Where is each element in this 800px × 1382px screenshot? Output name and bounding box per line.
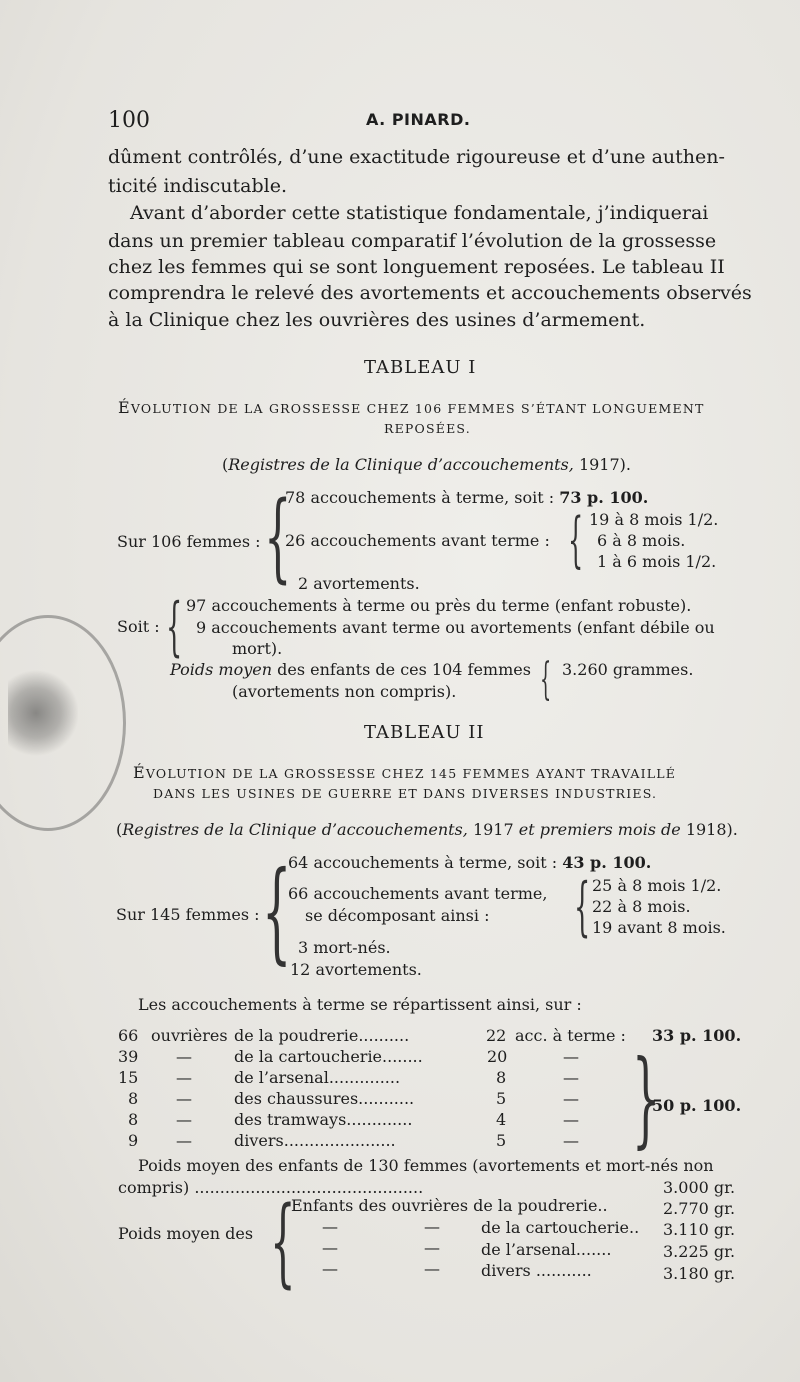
rep-unit-1: acc. à terme : xyxy=(515,1026,626,1045)
rep-count-3: 15 xyxy=(118,1068,139,1087)
rep-unit-3: — xyxy=(563,1068,579,1087)
table2-source xyxy=(116,820,738,839)
rep-dash-3: — xyxy=(176,1068,192,1087)
poids-line-1: Poids moyen des enfants de 130 femmes (avortements et mort-nés non xyxy=(138,1156,714,1175)
poids-row-2-text: de la cartoucherie.. xyxy=(481,1218,640,1237)
table2-line1-value: 43 p. 100. xyxy=(562,853,652,872)
poids-row-3-dash1: — xyxy=(322,1238,338,1257)
page-number: 100 xyxy=(108,108,150,133)
table2-line3: 3 mort-nés. xyxy=(298,938,391,957)
rep-acc-4: 5 xyxy=(496,1089,507,1108)
table1-source-year: 1917). xyxy=(573,455,631,474)
poids-row-1-text: Enfants des ouvrières de la poudrerie.. xyxy=(291,1196,608,1215)
rep-unit-4: — xyxy=(563,1089,579,1108)
poids-row-2-dash1: — xyxy=(322,1217,338,1236)
rep-label-5: des tramways............. xyxy=(234,1110,413,1129)
poids-row-1-value: 2.770 gr. xyxy=(663,1199,736,1218)
table2-source-open: ( xyxy=(116,820,123,839)
rep-count-4: 8 xyxy=(128,1089,139,1108)
table2-caption xyxy=(133,763,676,782)
rep-acc-6: 5 xyxy=(496,1131,507,1150)
table2-caption-initial: É xyxy=(133,763,146,782)
table2-sur-label: Sur 145 femmes : xyxy=(116,905,260,924)
table1-caption-line2: REPOSÉES. xyxy=(384,421,471,436)
table2-sub-brace: { xyxy=(574,870,591,944)
repartition-brace: } xyxy=(632,1037,660,1159)
table1-soit-1: 97 accouchements à terme ou près du terme (enfant robuste). xyxy=(186,596,692,615)
table2-caption-line2: DANS LES USINES DE GUERRE ET DANS DIVERSES INDUSTRIES. xyxy=(153,786,658,801)
table1-caption-text: VOLUTION DE LA GROSSESSE CHEZ 106 FEMMES S’ÉTANT LONGUEMENT xyxy=(130,401,705,416)
table2-sub-1: 25 à 8 mois 1/2. xyxy=(592,876,722,895)
table1-sub-1: 19 à 8 mois 1/2. xyxy=(589,510,719,529)
rep-label-3: de l’arsenal.............. xyxy=(234,1068,401,1087)
rep-label-6: divers...................... xyxy=(234,1131,396,1150)
poids-row-4-dash1: — xyxy=(322,1259,338,1278)
table1-line3: 2 avortements. xyxy=(298,574,420,593)
table1-sub-3: 1 à 6 mois 1/2. xyxy=(597,552,717,571)
table2-source-registry: Registres de la Clinique d’accouchements, xyxy=(122,820,468,839)
poids-row-4-text: divers ........... xyxy=(481,1261,592,1280)
rep-acc-2: 20 xyxy=(487,1047,508,1066)
rep-label-1: de la poudrerie.......... xyxy=(234,1026,410,1045)
rep-acc-3: 8 xyxy=(496,1068,507,1087)
table1-poids-note: (avortements non compris). xyxy=(232,682,457,701)
table1-soit-2: 9 accouchements avant terme ou avortements (enfant débile ou xyxy=(196,618,715,637)
table2-main-brace: { xyxy=(262,847,292,975)
table2-sub-2: 22 à 8 mois. xyxy=(592,897,691,916)
table2-line2a: 66 accouchements avant terme, xyxy=(288,884,548,903)
table1-line1 xyxy=(285,488,648,507)
intro-line-3: Avant d’aborder cette statistique fondamentale, j’indiquerai xyxy=(130,202,709,224)
rep-count-5: 8 xyxy=(128,1110,139,1129)
rep-unit-5: — xyxy=(563,1110,579,1129)
rep-unit-6: — xyxy=(563,1131,579,1150)
table1-source-open: ( xyxy=(222,455,229,474)
intro-line-7: à la Clinique chez les ouvrières des usines d’armement. xyxy=(108,309,646,331)
rep-count-6: 9 xyxy=(128,1131,139,1150)
rep-dash-4: — xyxy=(176,1089,192,1108)
rep-result-1: 33 p. 100. xyxy=(652,1026,742,1045)
table1-poids-value: 3.260 grammes. xyxy=(562,660,694,679)
table1-caption-initial: É xyxy=(118,398,131,417)
table1-poids xyxy=(170,660,531,679)
table1-caption xyxy=(118,398,705,417)
rep-label-2: de la cartoucherie........ xyxy=(234,1047,423,1066)
rep-dash-1: ouvrières xyxy=(151,1026,228,1045)
rep-acc-1: 22 xyxy=(486,1026,507,1045)
table2-source-mid: et premiers mois de xyxy=(518,820,681,839)
rep-count-2: 39 xyxy=(118,1047,139,1066)
table2-sub-3: 19 avant 8 mois. xyxy=(592,918,726,937)
poids-row-3-dash2: — xyxy=(424,1238,440,1257)
running-head-author: A. PINARD. xyxy=(366,110,471,129)
poids-row-3-text: de l’arsenal....... xyxy=(481,1240,612,1259)
table2-source-end: 1918). xyxy=(680,820,738,839)
rep-dash-5: — xyxy=(176,1110,192,1129)
poids-row-3-value: 3.225 gr. xyxy=(663,1242,736,1261)
table2-source-year: 1917 xyxy=(467,820,519,839)
table1-sub-2: 6 à 8 mois. xyxy=(597,531,686,550)
table1-soit-label: Soit : xyxy=(117,617,160,636)
table1-soit-3: mort). xyxy=(232,639,283,658)
table1-soit-brace: { xyxy=(166,590,183,664)
table1-main-brace: { xyxy=(264,481,292,593)
rep-label-4: des chaussures........... xyxy=(234,1089,415,1108)
library-stamp xyxy=(0,615,126,831)
intro-line-4: dans un premier tableau comparatif l’évolution de la grossesse xyxy=(108,230,717,252)
repartition-group-result: 50 p. 100. xyxy=(652,1096,742,1115)
rep-dash-6: — xyxy=(176,1131,192,1150)
poids-row-2-value: 3.110 gr. xyxy=(663,1220,736,1239)
poids-row-4-dash2: — xyxy=(424,1259,440,1278)
poids-label: Poids moyen des xyxy=(118,1224,254,1243)
table1-line1-text: 78 accouchements à terme, soit : xyxy=(285,488,560,507)
poids-row-2-dash2: — xyxy=(424,1217,440,1236)
poids-line-2-value: 3.000 gr. xyxy=(663,1178,736,1197)
table2-line2b: se décomposant ainsi : xyxy=(305,906,490,925)
table1-line2: 26 accouchements avant terme : xyxy=(285,531,550,550)
poids-brace: { xyxy=(270,1186,296,1298)
stamp-emblem xyxy=(8,668,78,758)
rep-dash-2: — xyxy=(176,1047,192,1066)
poids-row-4-value: 3.180 gr. xyxy=(663,1264,736,1283)
table1-poids-label: Poids moyen xyxy=(170,660,273,679)
intro-line-5: chez les femmes qui se sont longuement reposées. Le tableau II xyxy=(108,256,725,278)
table2-line4: 12 avortements. xyxy=(290,960,422,979)
table1-source-registry: Registres de la Clinique d’accouchements, xyxy=(228,455,574,474)
repartition-intro: Les accouchements à terme se répartissent ainsi, sur : xyxy=(138,995,582,1014)
table2-line1 xyxy=(288,853,651,872)
intro-line-1: dûment contrôlés, d’une exactitude rigoureuse et d’une authen- xyxy=(108,146,725,168)
table2-title: TABLEAU II xyxy=(364,722,485,743)
table1-sur-label: Sur 106 femmes : xyxy=(117,532,261,551)
table2-caption-text: VOLUTION DE LA GROSSESSE CHEZ 145 FEMMES AYANT TRAVAILLÉ xyxy=(145,766,677,781)
table1-title: TABLEAU I xyxy=(364,357,477,378)
poids-line-2: compris) ............................................. xyxy=(118,1178,424,1197)
table1-sub-brace: { xyxy=(568,505,584,575)
table1-poids-text: des enfants de ces 104 femmes xyxy=(272,660,531,679)
intro-line-6: comprendra le relevé des avortements et accouchements observés xyxy=(108,282,752,304)
rep-count-1: 66 xyxy=(118,1026,139,1045)
table2-line1-text: 64 accouchements à terme, soit : xyxy=(288,853,563,872)
intro-line-2: ticité indiscutable. xyxy=(108,175,288,197)
rep-acc-5: 4 xyxy=(496,1110,507,1129)
rep-unit-2: — xyxy=(563,1047,579,1066)
table1-line1-value: 73 p. 100. xyxy=(559,488,649,507)
table1-poids-brace: { xyxy=(540,654,552,705)
table1-source xyxy=(222,455,631,474)
